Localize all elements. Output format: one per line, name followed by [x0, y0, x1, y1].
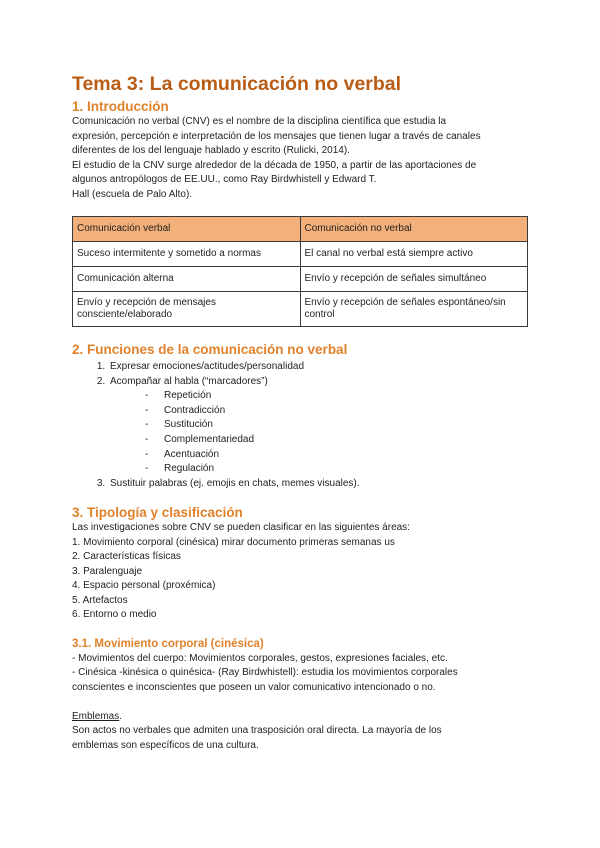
intro-line: expresión, percepción e interpretación de los mensajes que tienen lugar a través de canales — [72, 130, 481, 142]
document-page — [72, 72, 532, 753]
functions-list — [72, 360, 532, 491]
list-item — [108, 375, 532, 477]
comparison-table — [72, 216, 528, 327]
section-1-heading: 1. Introducción — [72, 99, 169, 114]
emblemas-heading: Emblemas. — [72, 710, 123, 722]
area-item: 2. Características físicas — [72, 551, 181, 563]
sublist-item: - Contradicción — [145, 404, 532, 419]
table-cell: Envío y recepción de señales espontáneo/sin control — [300, 292, 528, 327]
intro-line: Comunicación no verbal (CNV) es el nombre de la disciplina científica que estudia la — [72, 116, 447, 127]
section-1-body — [72, 115, 532, 202]
sublist-item: - Sustitución — [145, 418, 532, 433]
section-3-body — [72, 521, 532, 623]
intro-line: Hall (escuela de Palo Alto). — [72, 188, 193, 200]
area-item: 5. Artefactos — [72, 594, 128, 606]
section-3-intro: Las investigaciones sobre CNV se pueden clasificar en las siguientes áreas: — [72, 522, 410, 534]
table-cell: Comunicación alterna — [73, 267, 301, 292]
table-cell: Envío y recepción de mensajes consciente/elaborado — [73, 292, 301, 327]
intro-line: algunos antropólogos de EE.UU., como Ray Birdwhistell y Edward T. — [72, 174, 377, 185]
sublist-item: - Repetición — [145, 389, 532, 404]
marker-sublist — [110, 389, 532, 477]
table-header-row — [73, 217, 528, 242]
body-line: - Movimientos del cuerpo: Movimientos corporales, gestos, expresiones faciales, etc. — [72, 652, 448, 664]
area-item: 1. Movimiento corporal (cinésica) mirar documento primeras semanas us — [72, 536, 395, 548]
table-row — [73, 267, 528, 292]
sublist-item: - Complementariedad — [145, 433, 532, 448]
sublist-item: - Regulación — [145, 462, 532, 477]
area-item: 4. Espacio personal (proxémica) — [72, 580, 216, 592]
body-line: conscientes e inconscientes que poseen un valor comunicativo intencionado o no. — [72, 681, 436, 693]
section-3-heading: 3. Tipología y clasificación — [72, 505, 243, 521]
body-line: Son actos no verbales que admiten una trasposición oral directa. La mayoría de los — [72, 725, 442, 737]
table-header-cell: Comunicación no verbal — [300, 217, 528, 242]
section-2-heading: 2. Funciones de la comunicación no verbal — [72, 342, 348, 357]
intro-line: diferentes de los del lenguaje hablado y escrito (Rulicki, 2014). — [72, 145, 350, 156]
table-header-cell: Comunicación verbal — [73, 217, 301, 242]
list-item-text: Expresar emociones/actitudes/personalidad — [110, 361, 304, 372]
table-cell: Suceso intermitente y sometido a normas — [73, 242, 301, 267]
area-item: 6. Entorno o medio — [72, 609, 157, 621]
table-cell: El canal no verbal está siempre activo — [300, 242, 528, 267]
section-3-1-body — [72, 652, 532, 754]
document-title: Tema 3: La comunicación no verbal — [72, 73, 402, 95]
table-row — [73, 242, 528, 267]
sublist-item: - Acentuación — [145, 448, 532, 463]
emblemas-label: Emblemas — [72, 710, 120, 722]
body-line: - Cinésica -kinésica o quinésica- (Ray Birdwhistell): estudia los movimientos corporales — [72, 667, 458, 679]
table-row — [73, 292, 528, 327]
body-line: emblemas son específicos de una cultura. — [72, 739, 259, 751]
table-cell: Envío y recepción de señales simultáneo — [300, 267, 528, 292]
list-item — [108, 360, 532, 375]
list-item-text: Sustituir palabras (ej. emojis en chats, memes visuales). — [110, 477, 360, 489]
area-item: 3. Paralenguaje — [72, 565, 143, 577]
intro-line: El estudio de la CNV surge alrededor de la década de 1950, a partir de las aportaciones de — [72, 159, 477, 171]
list-item — [108, 477, 532, 492]
list-item-text: Acompañar al habla (“marcadores”) — [110, 375, 268, 387]
section-3-1-heading: 3.1. Movimiento corporal (cinésica) — [72, 637, 264, 650]
